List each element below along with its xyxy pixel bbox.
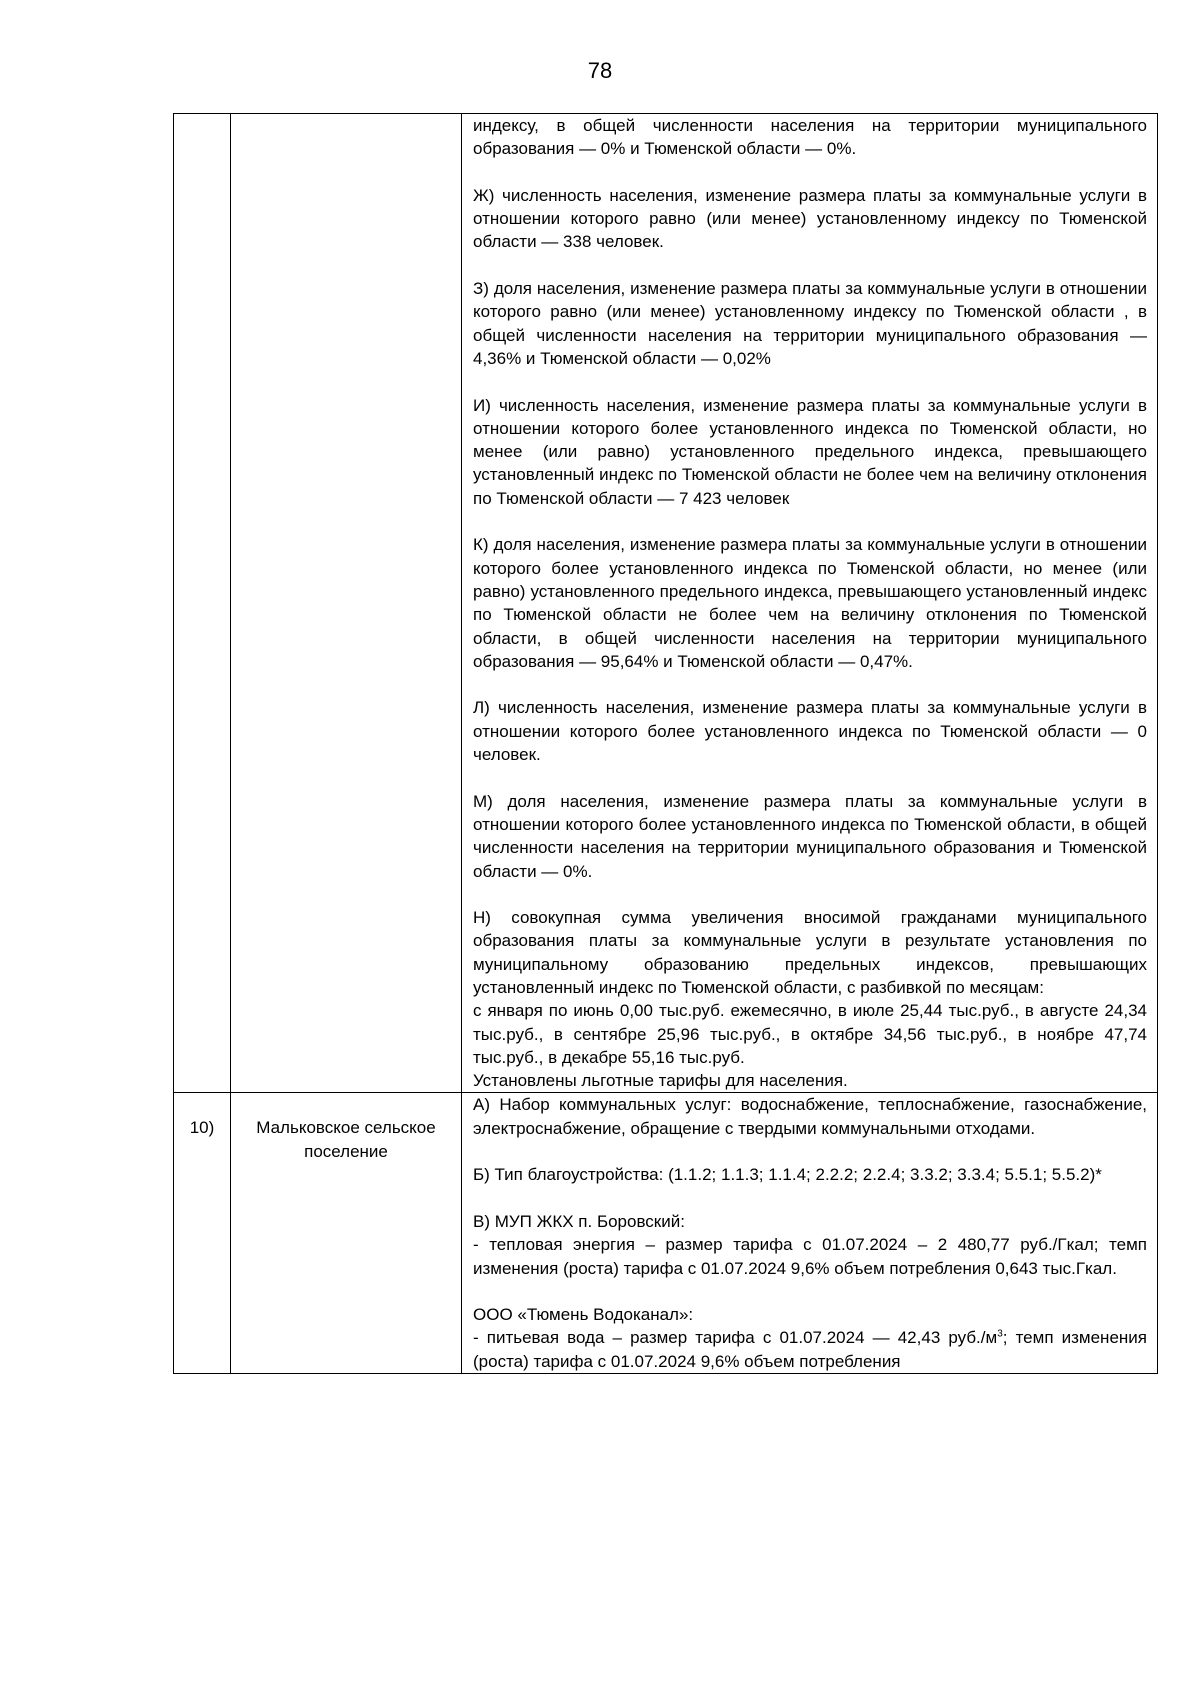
page-number: 78 bbox=[587, 58, 613, 83]
paragraph-zh: Ж) численность населения, изменение размера платы за коммунальные услуги в отношении которого равно (или менее) установленному индексу по Тюменской области — 338 человек. bbox=[473, 185, 1147, 252]
paragraph-n: Н) совокупная сумма увеличения вносимой гражданами муниципального образования платы за коммунальные услуги в результате установления по муниципальному образованию предельных индексов, превышающих установленный индекс по Тюменской области, с разбивкой по месяцам: с января по июнь 0,00 тыс.руб. ежемесячно, в июле 25,44 тыс.руб., в августе 24,34 тыс.руб., в сентябре 25,96 тыс.руб., в октябре 34,56 тыс.руб., в ноябре 47,74 тыс.руб., в декабре 55,16 тыс.руб. Установлены льготные тарифы для населения. bbox=[473, 908, 1147, 1091]
paragraph-b: Б) Тип благоустройства: (1.1.2; 1.1.3; 1.1.4; 2.2.2; 2.2.4; 3.3.2; 3.3.4; 5.5.1; 5.5.2)* bbox=[473, 1165, 1102, 1185]
municipality-cell bbox=[231, 114, 462, 1093]
paragraph-k: К) доля населения, изменение размера платы за коммунальные услуги в отношении которого более установленного индекса по Тюменской области, но менее (или равно) установленного предельного индекса, превышающего установленный индекс по Тюменской области не более чем на величину отклонения по Тюменской области, в общей численности населения на территории муниципального образования — 95,64% и Тюменской области — 0,47%. bbox=[473, 535, 1147, 671]
table-row-previous bbox=[174, 114, 1158, 1093]
details-cell bbox=[462, 114, 1158, 1093]
row-number-cell bbox=[174, 114, 231, 1093]
municipality-name: Мальковское сельское поселение bbox=[231, 1093, 462, 1374]
paragraph-a: А) Набор коммунальных услуг: водоснабжение, теплоснабжение, газоснабжение, электроснабжение, обращение с твердыми коммунальными отходами. bbox=[473, 1095, 1147, 1138]
water-line-after: ; темп изменения (роста) тарифа с 01.07.2024 9,6% объем потребления bbox=[473, 1328, 1147, 1371]
tariff-table bbox=[173, 113, 1158, 1374]
water-heading: ООО «Тюмень Водоканал»: bbox=[473, 1305, 694, 1325]
paragraph-m: М) доля населения, изменение размера платы за коммунальные услуги в отношении которого более установленного индекса по Тюменской области, в общей численности населения на территории муниципального образования и Тюменской области — 0%. bbox=[473, 791, 1147, 881]
unit-superscript: 3 bbox=[997, 1328, 1003, 1340]
paragraph-v: В) МУП ЖКХ п. Боровский: - тепловая энергия – размер тарифа с 01.07.2024 – 2 480,77 руб./Гкал; темп изменения (роста) тарифа с 01.07.2024 9,6% объем потребления 0,643 тыс.Гкал. bbox=[473, 1211, 1147, 1278]
paragraph-l: Л) численность населения, изменение размера платы за коммунальные услуги в отношении которого более установленного индекса по Тюменской области — 0 человек. bbox=[473, 698, 1147, 765]
table-row-10 bbox=[174, 1093, 1158, 1374]
paragraph-water bbox=[473, 1303, 1147, 1373]
row-number: 10) bbox=[174, 1093, 231, 1374]
details-cell bbox=[462, 1093, 1158, 1374]
paragraph-i: И) численность населения, изменение размера платы за коммунальные услуги в отношении которого более установленного индекса по Тюменской области, но менее (или равно) установленного предельного индекса, превышающего установленный индекс по Тюменской области не более чем на величину отклонения по Тюменской области — 7 423 человек bbox=[473, 395, 1147, 508]
paragraph-continuation: индексу, в общей численности населения на территории муниципального образования — 0% и Тюменской области — 0%. bbox=[473, 116, 1147, 159]
paragraph-z: З) доля населения, изменение размера платы за коммунальные услуги в отношении которого равно (или менее) установленному индексу по Тюменской области , в общей численности населения на территории муниципального образования — 4,36% и Тюменской области — 0,02% bbox=[473, 279, 1147, 368]
water-line-before: - питьевая вода – размер тарифа с 01.07.2024 — 42,43 руб./м bbox=[473, 1328, 998, 1348]
